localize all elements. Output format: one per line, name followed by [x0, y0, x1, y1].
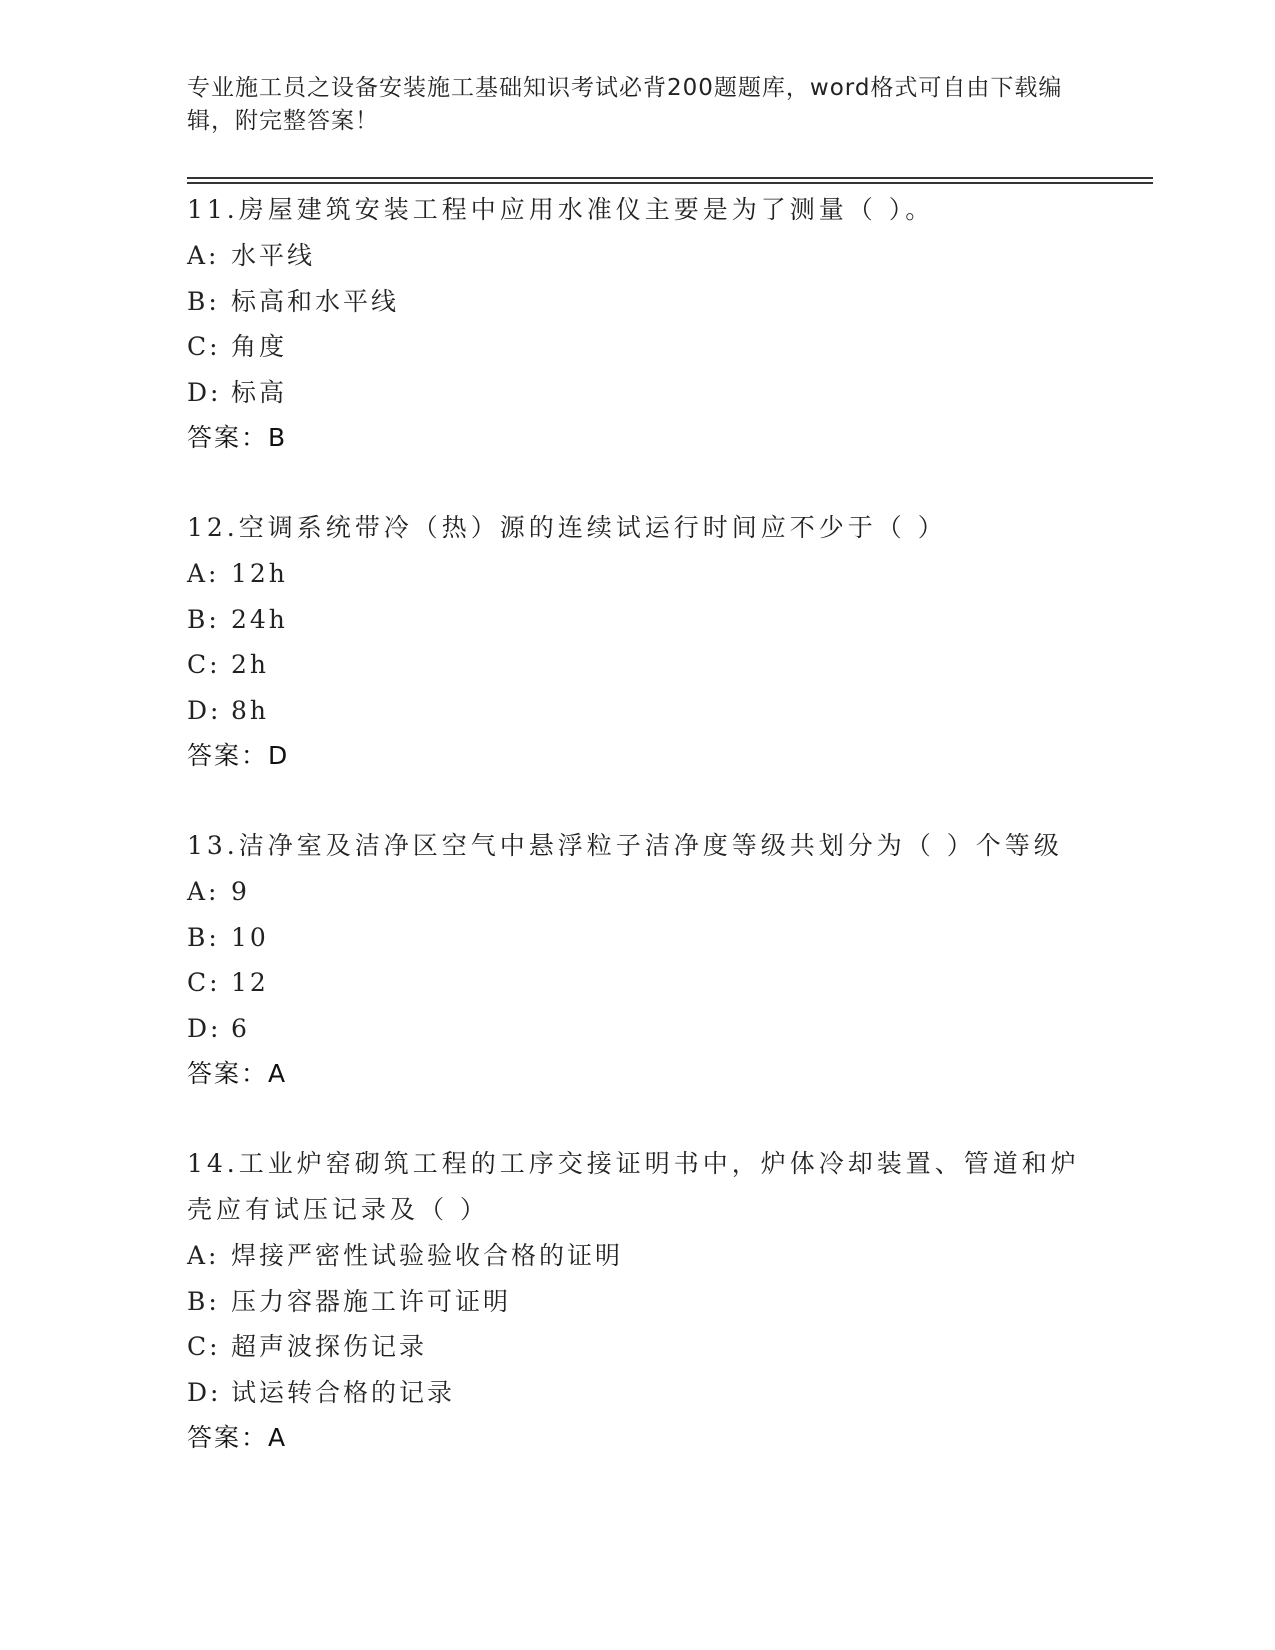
document-title: 专业施工员之设备安装施工基础知识考试必背200题题库，word格式可自由下载编辑，附完整答案！: [187, 75, 1063, 134]
option-letter: D:: [187, 695, 222, 725]
option-text: 水平线: [231, 241, 316, 270]
answer-line: 答案：A: [187, 1059, 288, 1088]
answer-line: 答案：A: [187, 1423, 288, 1452]
question-item: [187, 505, 1087, 778]
option-b: [187, 597, 1087, 643]
option-letter: B:: [187, 1286, 220, 1316]
header-divider-top: [187, 177, 1153, 179]
option-letter: D:: [187, 377, 222, 407]
option-text: 2h: [231, 650, 270, 679]
option-text: 压力容器施工许可证明: [231, 1286, 512, 1316]
answer-line: 答案：D: [187, 741, 290, 770]
option-b: [187, 279, 1087, 325]
option-d: [187, 370, 1087, 416]
option-d: [187, 1370, 1087, 1416]
option-a: [187, 551, 1087, 597]
option-text: 24h: [231, 604, 288, 634]
option-text: 9: [231, 877, 250, 906]
option-text: 角度: [231, 332, 288, 361]
question-stem: 12.空调系统带冷（热）源的连续试运行时间应不少于（ ）: [187, 513, 947, 542]
option-c: [187, 1324, 1087, 1370]
option-letter: D:: [187, 1377, 222, 1407]
option-letter: C:: [187, 1332, 221, 1361]
option-text: 6: [231, 1013, 250, 1043]
option-text: 10: [231, 922, 269, 952]
option-text: 焊接严密性试验验收合格的证明: [231, 1241, 624, 1270]
option-letter: D:: [187, 1013, 222, 1043]
option-text: 12: [231, 968, 269, 997]
option-a: [187, 869, 1087, 915]
option-text: 超声波探伤记录: [231, 1332, 428, 1361]
option-a: [187, 1233, 1087, 1279]
question-stem: 14.工业炉窑砌筑工程的工序交接证明书中，炉体冷却装置、管道和炉壳应有试压记录及（ ）: [187, 1149, 1080, 1224]
option-letter: B:: [187, 922, 220, 952]
option-c: [187, 642, 1087, 688]
option-c: [187, 960, 1087, 1006]
option-text: 标高和水平线: [231, 286, 400, 316]
question-item: [187, 1141, 1087, 1460]
option-text: 8h: [231, 695, 270, 725]
option-letter: B:: [187, 604, 220, 634]
option-letter: A:: [187, 1241, 220, 1270]
question-stem: 11.房屋建筑安装工程中应用水准仪主要是为了测量（ ）。: [187, 195, 935, 224]
header-divider-bottom: [187, 182, 1153, 184]
option-c: [187, 324, 1087, 370]
option-letter: B:: [187, 286, 220, 316]
question-item: [187, 823, 1087, 1096]
option-a: [187, 233, 1087, 279]
option-text: 标高: [231, 377, 288, 407]
answer-line: 答案：B: [187, 423, 288, 452]
option-letter: C:: [187, 650, 221, 679]
option-letter: A:: [187, 241, 220, 270]
option-text: 试运转合格的记录: [231, 1377, 456, 1407]
question-item: [187, 187, 1087, 460]
option-letter: A:: [187, 877, 220, 906]
option-b: [187, 915, 1087, 961]
option-d: [187, 1006, 1087, 1052]
option-text: 12h: [231, 559, 288, 588]
option-d: [187, 688, 1087, 734]
option-b: [187, 1279, 1087, 1325]
option-letter: A:: [187, 559, 220, 588]
question-stem: 13.洁净室及洁净区空气中悬浮粒子洁净度等级共划分为（ ）个等级: [187, 831, 1063, 860]
option-letter: C:: [187, 968, 221, 997]
option-letter: C:: [187, 332, 221, 361]
question-list: [187, 187, 1087, 1505]
